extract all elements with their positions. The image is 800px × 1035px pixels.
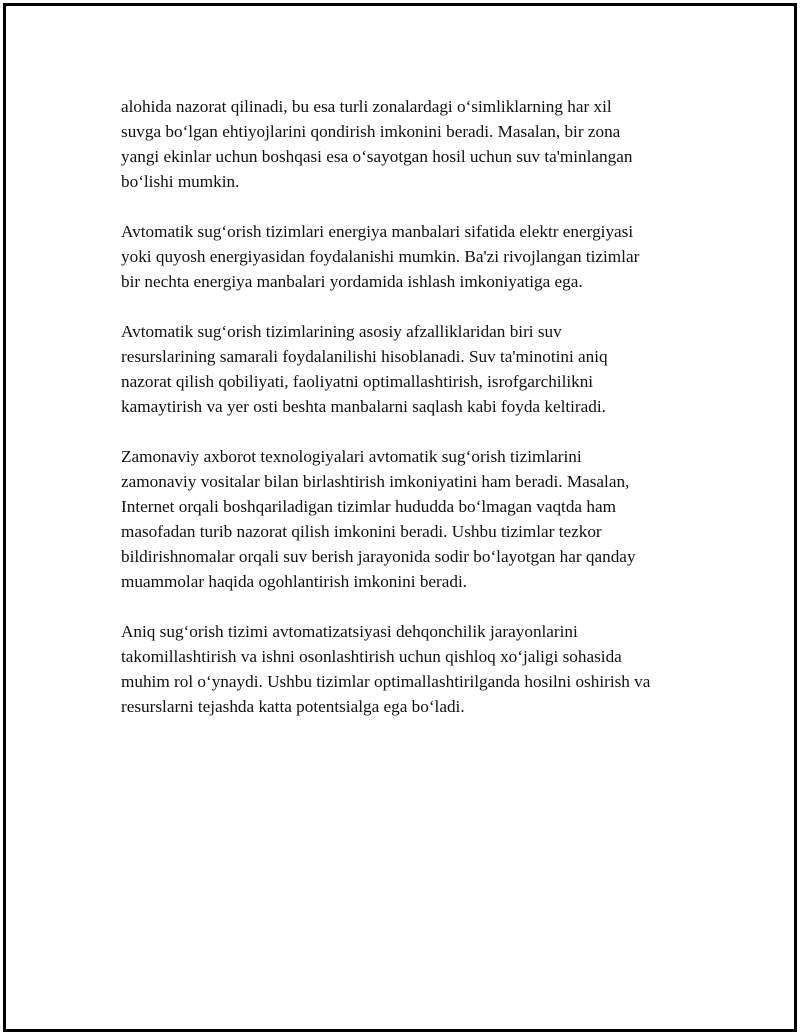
- text-line: Internet orqali boshqariladigan tizimlar hududda boʻlmagan vaqtda ham: [121, 497, 616, 516]
- document-body: [121, 94, 701, 744]
- text-line: boʻlishi mumkin.: [121, 172, 240, 191]
- text-line: Avtomatik sugʻorish tizimlarining asosiy afzalliklaridan biri suv: [121, 322, 562, 341]
- text-line: resurslarni tejashda katta potentsialga ega boʻladi.: [121, 697, 465, 716]
- text-line: kamaytirish va yer osti beshta manbalarni saqlash kabi foyda keltiradi.: [121, 397, 606, 416]
- text-line: muhim rol oʻynaydi. Ushbu tizimlar optimallashtirilganda hosilni oshirish va: [121, 672, 651, 691]
- text-line: muammolar haqida ogohlantirish imkonini beradi.: [121, 572, 468, 591]
- text-line: zamonaviy vositalar bilan birlashtirish imkoniyatini ham beradi. Masalan,: [121, 472, 630, 491]
- text-line: yoki quyosh energiyasidan foydalanishi mumkin. Ba'zi rivojlangan tizimlar: [121, 247, 640, 266]
- text-line: nazorat qilish qobiliyati, faoliyatni optimallashtirish, isrofgarchilikni: [121, 372, 594, 391]
- text-line: resurslarining samarali foydalanilishi hisoblanadi. Suv ta'minotini aniq: [121, 347, 608, 366]
- paragraph-1: [121, 94, 701, 194]
- paragraph-5: [121, 619, 701, 719]
- document-page: [3, 3, 797, 1032]
- text-line: Zamonaviy axborot texnologiyalari avtomatik sugʻorish tizimlarini: [121, 447, 582, 466]
- text-line: masofadan turib nazorat qilish imkonini beradi. Ushbu tizimlar tezkor: [121, 522, 602, 541]
- text-line: takomillashtirish va ishni osonlashtirish uchun qishloq xoʻjaligi sohasida: [121, 647, 622, 666]
- paragraph-2: [121, 219, 701, 294]
- text-line: Avtomatik sugʻorish tizimlari energiya manbalari sifatida elektr energiyasi: [121, 222, 634, 241]
- text-line: bildirishnomalar orqali suv berish jarayonida sodir boʻlayotgan har qanday: [121, 547, 636, 566]
- text-line: bir nechta energiya manbalari yordamida ishlash imkoniyatiga ega.: [121, 272, 583, 291]
- text-line: yangi ekinlar uchun boshqasi esa oʻsayotgan hosil uchun suv ta'minlangan: [121, 147, 633, 166]
- paragraph-3: [121, 319, 701, 419]
- text-line: suvga boʻlgan ehtiyojlarini qondirish imkonini beradi. Masalan, bir zona: [121, 122, 621, 141]
- text-line: alohida nazorat qilinadi, bu esa turli zonalardagi oʻsimliklarning har xil: [121, 97, 612, 116]
- text-line: Aniq sugʻorish tizimi avtomatizatsiyasi dehqonchilik jarayonlarini: [121, 622, 578, 641]
- paragraph-4: [121, 444, 701, 594]
